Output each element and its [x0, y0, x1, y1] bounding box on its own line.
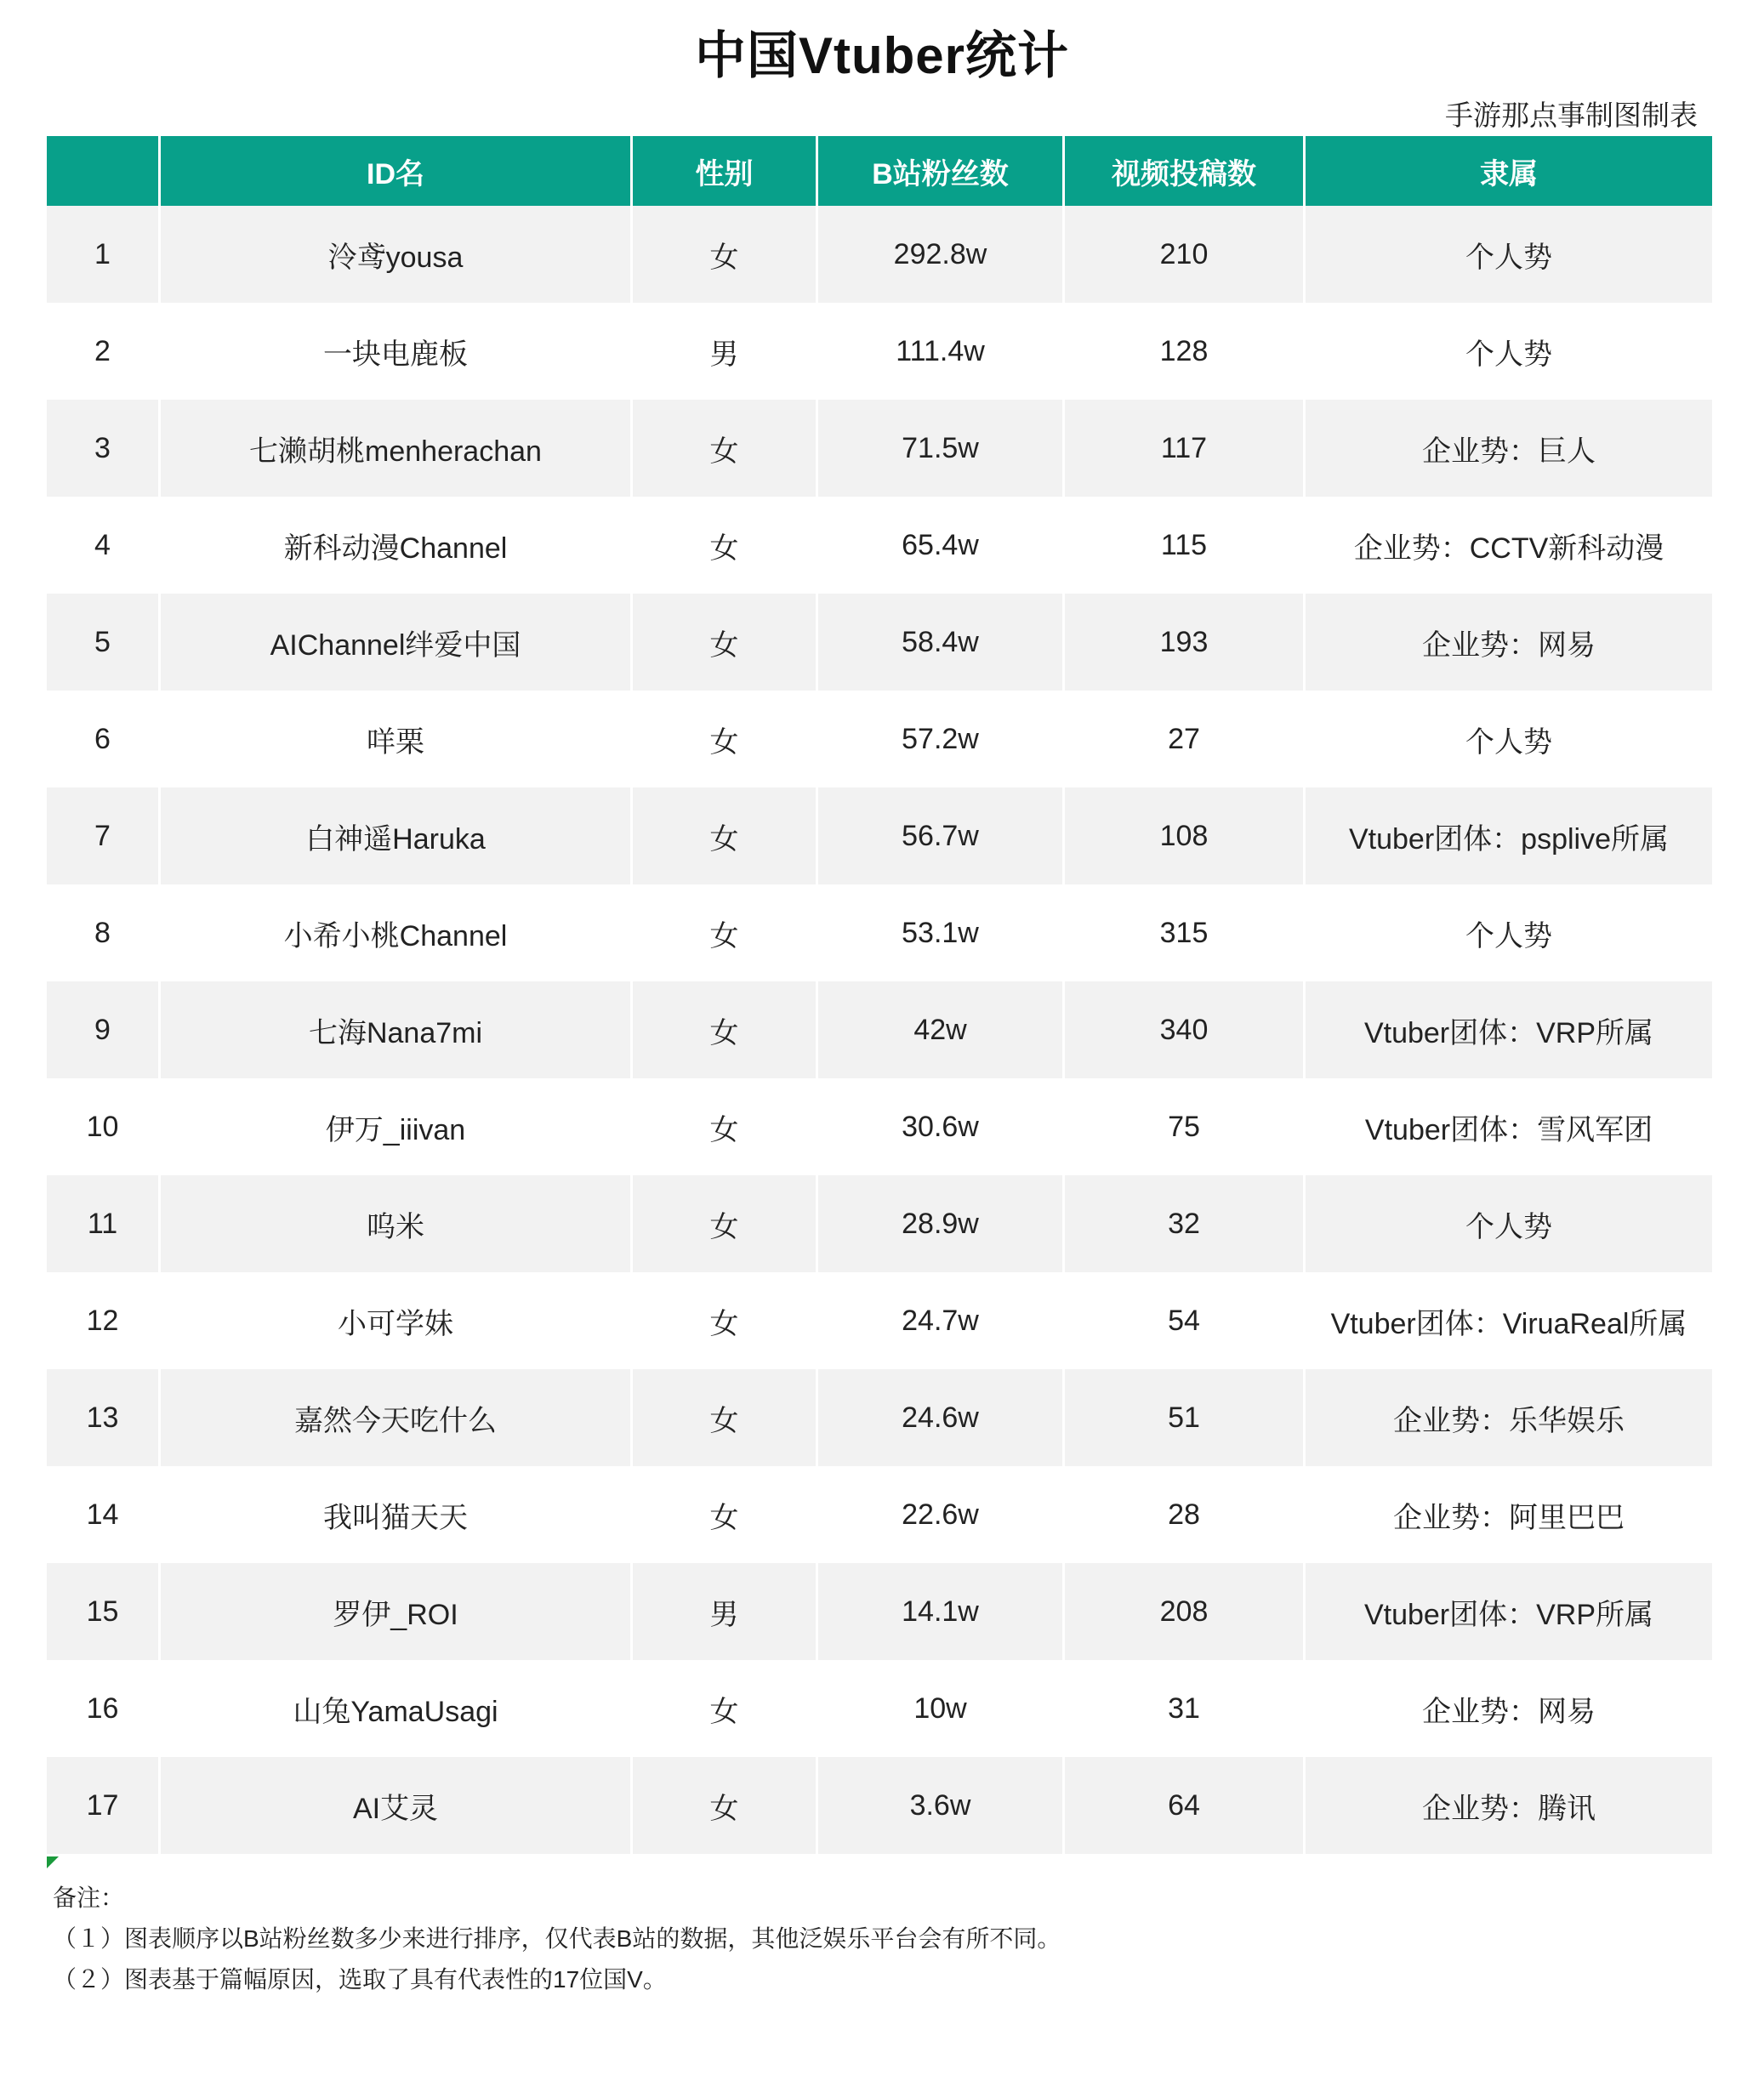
cell-fans: 3.6w — [818, 1757, 1062, 1854]
table-row — [47, 1757, 1712, 1854]
cell-affiliation: 个人势 — [1306, 206, 1712, 303]
cell-gender: 女 — [633, 787, 816, 884]
cell-index: 7 — [47, 787, 158, 884]
cell-fans: 57.2w — [818, 691, 1062, 787]
cell-id-name: 小可学妹 — [161, 1272, 630, 1369]
cell-id-name: 咩栗 — [161, 691, 630, 787]
cell-id-name: AI艾灵 — [161, 1757, 630, 1854]
cell-videos: 117 — [1065, 400, 1303, 497]
cell-affiliation: 企业势：网易 — [1306, 594, 1712, 691]
cell-videos: 27 — [1065, 691, 1303, 787]
cell-gender: 女 — [633, 1660, 816, 1757]
cell-id-name: 泠鸢yousa — [161, 206, 630, 303]
cell-videos: 340 — [1065, 981, 1303, 1078]
cell-affiliation: 企业势：CCTV新科动漫 — [1306, 497, 1712, 594]
cell-id-name: 白神遥Haruka — [161, 787, 630, 884]
cell-affiliation: 个人势 — [1306, 1175, 1712, 1272]
cell-affiliation: 个人势 — [1306, 303, 1712, 400]
cell-fans: 28.9w — [818, 1175, 1062, 1272]
table-row — [47, 884, 1712, 981]
table-row — [47, 981, 1712, 1078]
cell-affiliation: 个人势 — [1306, 691, 1712, 787]
credit-text: 手游那点事制图制表 — [1445, 99, 1698, 132]
cell-videos: 115 — [1065, 497, 1303, 594]
cell-videos: 193 — [1065, 594, 1303, 691]
cell-fans: 58.4w — [818, 594, 1062, 691]
vtuber-stats-table — [44, 136, 1715, 1854]
cell-videos: 210 — [1065, 206, 1303, 303]
cell-fans: 24.6w — [818, 1369, 1062, 1466]
cell-videos: 32 — [1065, 1175, 1303, 1272]
cell-gender: 女 — [633, 497, 816, 594]
table-row — [47, 1660, 1712, 1757]
table-row — [47, 497, 1712, 594]
header-video-count: 视频投稿数 — [1065, 136, 1303, 206]
notes-section — [53, 1878, 1061, 2000]
cell-fans: 24.7w — [818, 1272, 1062, 1369]
table-row — [47, 1466, 1712, 1563]
cell-id-name: 七海Nana7mi — [161, 981, 630, 1078]
cell-index: 9 — [47, 981, 158, 1078]
cell-id-name: 一块电鹿板 — [161, 303, 630, 400]
cell-fans: 53.1w — [818, 884, 1062, 981]
cell-id-name: 我叫猫天天 — [161, 1466, 630, 1563]
table-row — [47, 1175, 1712, 1272]
cell-videos: 64 — [1065, 1757, 1303, 1854]
header-bilibili-fans: B站粉丝数 — [818, 136, 1062, 206]
cell-gender: 女 — [633, 400, 816, 497]
cell-id-name: AIChannel绊爱中国 — [161, 594, 630, 691]
cell-index: 12 — [47, 1272, 158, 1369]
cell-fans: 56.7w — [818, 787, 1062, 884]
cell-gender: 女 — [633, 981, 816, 1078]
cell-index: 6 — [47, 691, 158, 787]
cell-videos: 128 — [1065, 303, 1303, 400]
cell-affiliation: 个人势 — [1306, 884, 1712, 981]
cell-affiliation: Vtuber团体：VRP所属 — [1306, 1563, 1712, 1660]
cell-fans: 14.1w — [818, 1563, 1062, 1660]
cell-affiliation: Vtuber团体：VRP所属 — [1306, 981, 1712, 1078]
cell-affiliation: 企业势：巨人 — [1306, 400, 1712, 497]
header-affiliation: 隶属 — [1306, 136, 1712, 206]
table-row — [47, 1563, 1712, 1660]
cell-index: 15 — [47, 1563, 158, 1660]
page-title: 中国Vtuber统计 — [694, 27, 1070, 84]
cell-affiliation: 企业势：阿里巴巴 — [1306, 1466, 1712, 1563]
note-item-1: （１）图表顺序以B站粉丝数多少来进行排序，仅代表B站的数据，其他泛娱乐平台会有所不同。 — [53, 1925, 1061, 1952]
cell-index: 2 — [47, 303, 158, 400]
cell-fans: 71.5w — [818, 400, 1062, 497]
cell-fans: 30.6w — [818, 1078, 1062, 1175]
cell-index: 13 — [47, 1369, 158, 1466]
header-id-name: ID名 — [161, 136, 630, 206]
cell-fans: 10w — [818, 1660, 1062, 1757]
table-row — [47, 400, 1712, 497]
table-row — [47, 303, 1712, 400]
cell-gender: 女 — [633, 691, 816, 787]
cell-index: 3 — [47, 400, 158, 497]
cell-videos: 315 — [1065, 884, 1303, 981]
cell-gender: 女 — [633, 1369, 816, 1466]
cell-index: 10 — [47, 1078, 158, 1175]
notes-heading: 备注： — [53, 1885, 125, 1911]
cell-fans: 292.8w — [818, 206, 1062, 303]
cell-fans: 65.4w — [818, 497, 1062, 594]
cell-index: 14 — [47, 1466, 158, 1563]
cell-affiliation: Vtuber团体：ViruaReal所属 — [1306, 1272, 1712, 1369]
cell-affiliation: 企业势：网易 — [1306, 1660, 1712, 1757]
cell-affiliation: Vtuber团体：雪风军团 — [1306, 1078, 1712, 1175]
cell-videos: 54 — [1065, 1272, 1303, 1369]
cell-videos: 208 — [1065, 1563, 1303, 1660]
cell-fans: 111.4w — [818, 303, 1062, 400]
cell-gender: 女 — [633, 1175, 816, 1272]
corner-marker — [47, 1856, 59, 1868]
cell-affiliation: 企业势：乐华娱乐 — [1306, 1369, 1712, 1466]
cell-id-name: 罗伊_ROI — [161, 1563, 630, 1660]
cell-gender: 女 — [633, 1272, 816, 1369]
table-row — [47, 1369, 1712, 1466]
table-row — [47, 787, 1712, 884]
cell-affiliation: 企业势：腾讯 — [1306, 1757, 1712, 1854]
table-row — [47, 206, 1712, 303]
cell-index: 11 — [47, 1175, 158, 1272]
cell-id-name: 小希小桃Channel — [161, 884, 630, 981]
cell-index: 1 — [47, 206, 158, 303]
table-row — [47, 1078, 1712, 1175]
header-index — [47, 136, 158, 206]
cell-index: 4 — [47, 497, 158, 594]
cell-gender: 女 — [633, 1757, 816, 1854]
cell-gender: 女 — [633, 1466, 816, 1563]
cell-videos: 28 — [1065, 1466, 1303, 1563]
cell-index: 8 — [47, 884, 158, 981]
cell-index: 16 — [47, 1660, 158, 1757]
cell-fans: 42w — [818, 981, 1062, 1078]
cell-videos: 75 — [1065, 1078, 1303, 1175]
cell-id-name: 七濑胡桃menherachan — [161, 400, 630, 497]
cell-affiliation: Vtuber团体：psplive所属 — [1306, 787, 1712, 884]
stats-table-container — [47, 136, 1710, 1854]
cell-gender: 女 — [633, 206, 816, 303]
note-item-2: （２）图表基于篇幅原因，选取了具有代表性的17位国V。 — [53, 1966, 667, 1993]
table-row — [47, 1272, 1712, 1369]
cell-videos: 51 — [1065, 1369, 1303, 1466]
cell-gender: 男 — [633, 303, 816, 400]
cell-videos: 31 — [1065, 1660, 1303, 1757]
cell-gender: 女 — [633, 1078, 816, 1175]
cell-gender: 女 — [633, 884, 816, 981]
table-body — [47, 206, 1712, 1854]
cell-id-name: 新科动漫Channel — [161, 497, 630, 594]
cell-fans: 22.6w — [818, 1466, 1062, 1563]
cell-videos: 108 — [1065, 787, 1303, 884]
table-row — [47, 691, 1712, 787]
cell-gender: 男 — [633, 1563, 816, 1660]
cell-index: 17 — [47, 1757, 158, 1854]
header-gender: 性别 — [633, 136, 816, 206]
cell-id-name: 呜米 — [161, 1175, 630, 1272]
table-header-row — [47, 136, 1712, 206]
cell-id-name: 山兔YamaUsagi — [161, 1660, 630, 1757]
table-row — [47, 594, 1712, 691]
cell-id-name: 嘉然今天吃什么 — [161, 1369, 630, 1466]
cell-id-name: 伊万_iiivan — [161, 1078, 630, 1175]
cell-gender: 女 — [633, 594, 816, 691]
cell-index: 5 — [47, 594, 158, 691]
